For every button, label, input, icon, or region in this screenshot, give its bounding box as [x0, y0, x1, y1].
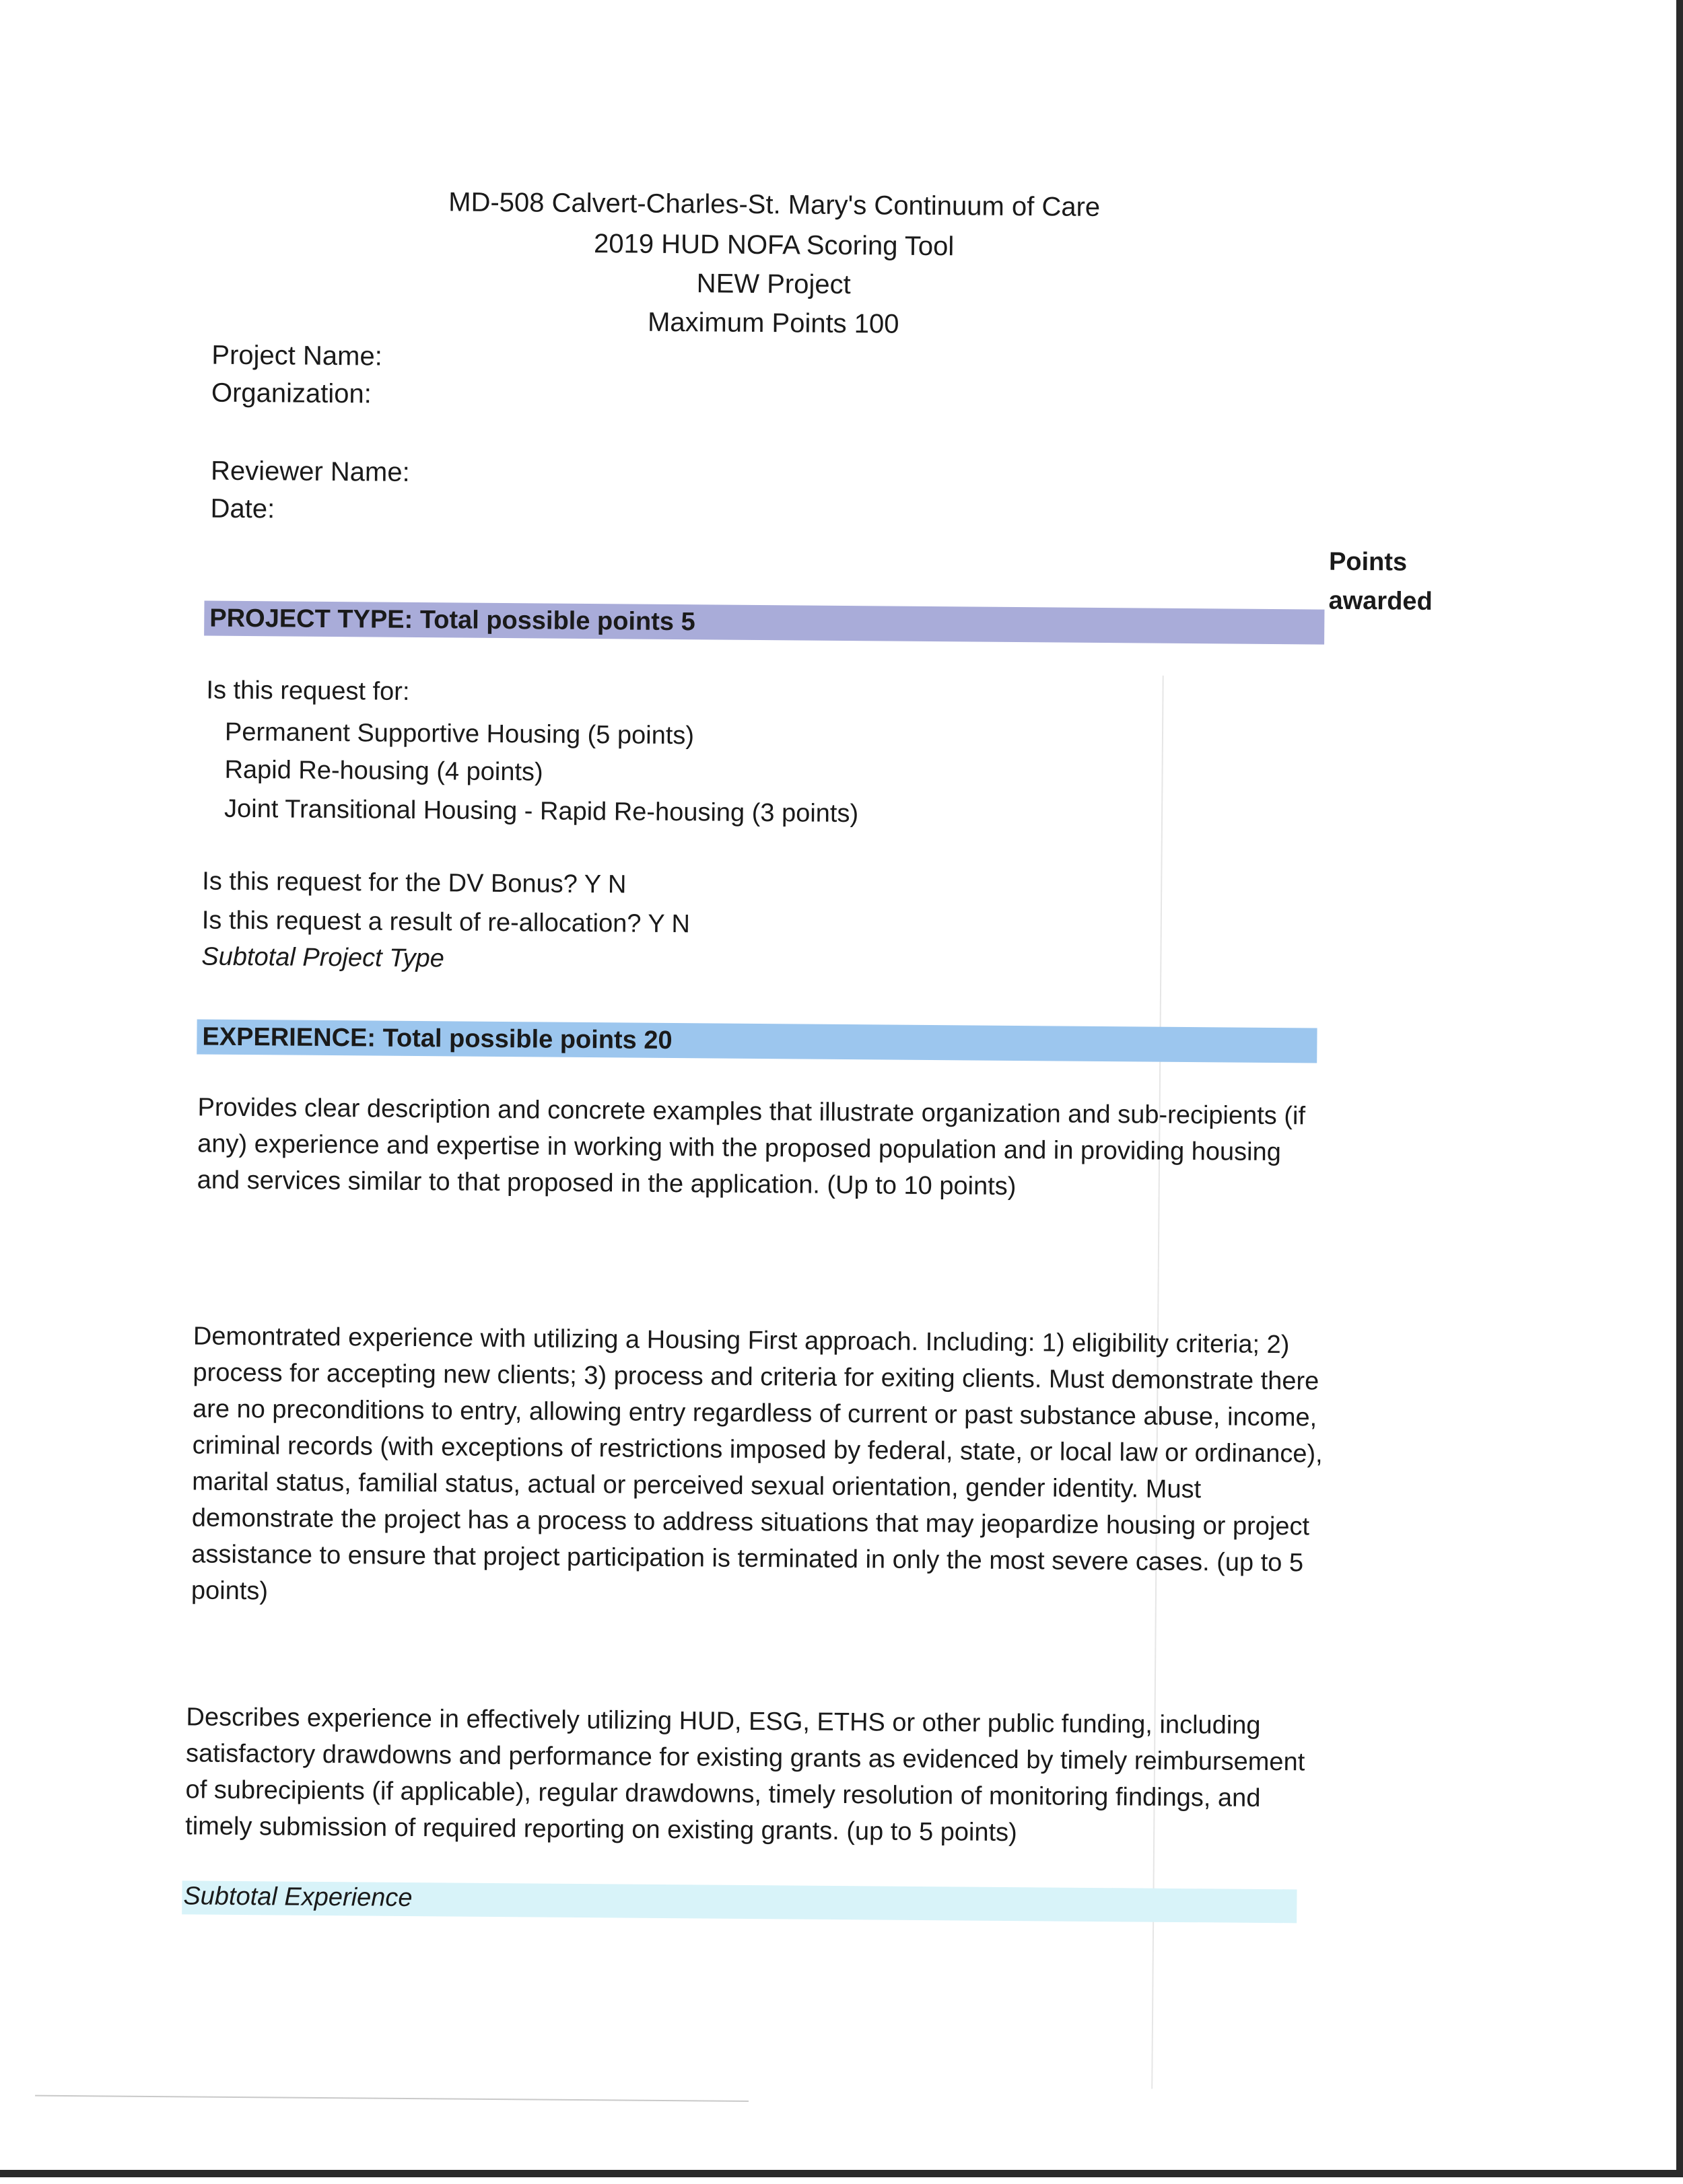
experience-item-housing-first: Demontrated experience with utilizing a Housing First approach. Including: 1) eligibility criteria; 2) process for accepting new clients; 3) process and criteria for exiting clients. Must demonstrate there are no preconditions to entry, allowing entry regardless of current or past substance abuse, income, criminal records (with exceptions of restrictions imposed by federal, state, or local law or ordinance), marital status, familial status, actual or perceived sexual orientation, gender identity. Must demonstrate the project has a process to address situations that may jeopardize housing or project assistance to ensure that project participation is terminated in only the most severe cases. (up to 5 points) [191, 1322, 1323, 1606]
dv-bonus-question: Is this request for the DV Bonus? Y N [202, 867, 627, 899]
option-psh: Permanent Supportive Housing (5 points) [224, 717, 695, 750]
title-line-2: 2019 HUD NOFA Scoring Tool [593, 229, 955, 262]
option-rrh: Rapid Re-housing (4 points) [224, 755, 543, 787]
scan-edge-bottom [0, 2170, 1683, 2177]
points-header-line-2: awarded [1328, 586, 1433, 616]
option-joint-th-rrh: Joint Transitional Housing - Rapid Re-housing (3 points) [224, 794, 859, 829]
request-question: Is this request for: [206, 676, 410, 706]
points-awarded-header [1328, 542, 1433, 621]
title-line-1: MD-508 Calvert-Charles-St. Mary's Continuum of Care [448, 187, 1101, 222]
experience-item-public-funding: Describes experience in effectively utilizing HUD, ESG, ETHS or other public funding, including satisfactory drawdowns and performance for existing grants as evidenced by timely reimbursement of subrecipients (if applicable), regular drawdowns, timely resolution of monitoring findings, and timely submission of required reporting on existing grants. (up to 5 points) [185, 1703, 1305, 1847]
project-name-label: Project Name: [211, 340, 382, 372]
reallocation-question: Is this request a result of re-allocation? Y N [201, 906, 691, 939]
project-type-heading: PROJECT TYPE: Total possible points 5 [209, 604, 695, 637]
experience-item-description: Provides clear description and concrete examples that illustrate organization and sub-recipients (if any) experience and expertise in working with the proposed population and in providing housing and services similar to that proposed in the application. (Up to 10 points) [197, 1093, 1306, 1201]
scan-edge-right [1676, 0, 1683, 2177]
date-label: Date: [210, 493, 275, 524]
points-header-line-1: Points [1328, 547, 1408, 577]
title-line-4: Maximum Points 100 [647, 307, 899, 339]
subtotal-experience: Subtotal Experience [183, 1882, 413, 1913]
organization-label: Organization: [211, 378, 372, 409]
title-line-3: NEW Project [696, 269, 851, 300]
scan-artifact-line [35, 2095, 749, 2102]
reviewer-name-label: Reviewer Name: [210, 456, 410, 487]
subtotal-project-type: Subtotal Project Type [201, 942, 445, 973]
experience-heading: EXPERIENCE: Total possible points 20 [202, 1022, 673, 1055]
